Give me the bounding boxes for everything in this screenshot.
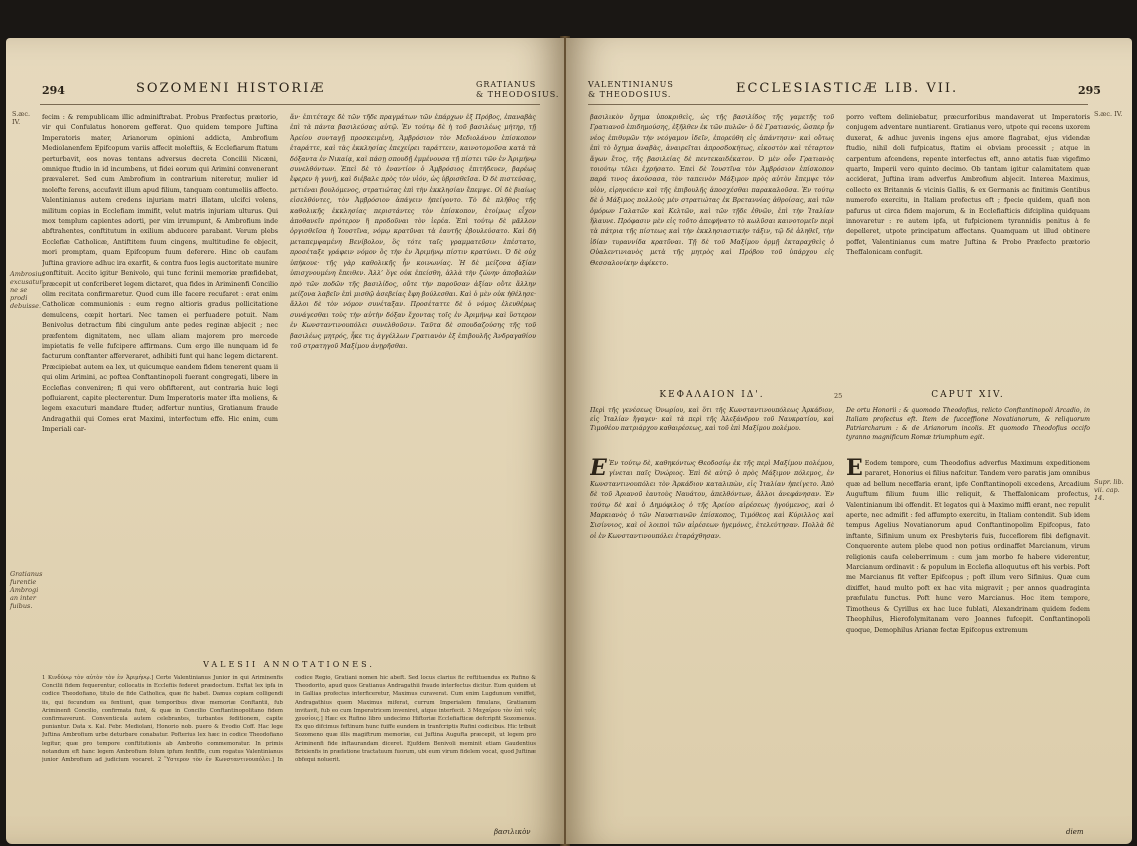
running-sub-left-1: GRATIANUS — [476, 80, 537, 89]
chapter-heading-latin: CAPUT XIV. — [931, 390, 1005, 400]
margin-note-reference: Supr. lib. vii. cap. 14. — [1094, 478, 1124, 502]
greek-column-right-2 — [590, 458, 834, 824]
greek-column-left: ἄν· ἐπιτέταχε δὲ τῶν τῆδε πραγμάτων τῶν ἐπάρχων ἐξ Πρόβος, ἐπαναβὰς ἐπὶ τὰ πάντα βασιλεύσας αὐτῷ. Ἐν τούτῳ δὲ ἡ τοῦ βασιλέως μήτηρ, τῇ Ἀρείου συνταγῇ προσκειμένη, Ἀμβρόσιον τὸν Μεδιολάνου ἐπίσκοπον ἐταράττε, καὶ τὰς ἐκκλησίας ἐπεχείρει ταράττειν, καινοτομοῦσα κατὰ τὰ δόξαντα ἐν Νικαίᾳ, καὶ πάσῃ σπουδῇ ἐμμένουσα τῇ πίστει τῶν ἐν Ἀριμήνῳ συνελθόντων. Ἐπεὶ δὲ τὸ ἐναντίον ὁ Ἀμβρόσιος ἐπιτήδευεν, βαρέως ἔφερεν ἡ γυνή, καὶ διέβαλε πρὸς τὸν υἱόν, ὡς ὑβρισθεῖσα. Ὁ δὲ πιστεύσας, μετιέναι βουλόμενος, στρατιώτας ἐπὶ τὴν ἐκκλησίαν ἔπεμψε. Οἱ δὲ βιαίως εἰσελθόντες, τὸν Ἀμβρόσιον ἀπάγειν ἠπείγοντο. Τὸ δὲ πλῆθος τῆς καθολικῆς ἐκκλησίας περιστάντες τὸν ἐπίσκοπον, ἑτοίμως εἶχον ἀποθανεῖν πρότερον ἢ προδοῦναι τὸν ἱερέα. Ἐπὶ τούτῳ δὲ μᾶλλον ὀργισθεῖσα ἡ Ἰουστῖνα, νόμῳ κρατῦναι τὰ ἑαυτῆς ἐβουλεύσατο. Καὶ δὴ μεταπεμψαμένη Βενίβολον, ὃς τότε ταῖς γραμματεῦσιν ἐπέστατο, προσέταξε γράφειν νόμον ὃς τὴν ἐν Ἀριμήνῳ πίστιν κρατύνει. Ὁ δὲ οὐχ ὑπήκουε· τῆς γὰρ καθολικῆς ἦν κοινωνίας. Ἡ δὲ μείζονα ἀξίαν ὑπισχνουμένη ἔπειθεν. Ἀλλ’ ὅγε οὐκ ἐπείσθη, ἀλλὰ τὴν ζώνην ἀποβαλὼν πρὸ τῶν ποδῶν τῆς βασιλίδος, οὔτε τὴν παροῦσαν ἀξίαν οὔτε ἄλλην μείζονα λαβεῖν ἐπὶ μισθῷ ἀσεβείας ἔφη βούλεσθαι. Καὶ ὁ μὲν οὐκ ἠθέλησε· ἄλλοι δὲ τὸν νόμον συνέταξαν. Προσέταττε δὲ ὁ νόμος ἐλευθέρως συνάγεσθαι τοὺς τὴν αὐτὴν δόξαν ἔχοντας τοῖς ἐν Ἀριμήνῳ καὶ ὕστερον ἐν Κωνσταντινουπόλει συνελθοῦσιν. Ταῦτα δὲ σπουδαζούσης τῆς τοῦ βασιλέως μητρός, ἧκε τις ἀγγέλλων Γρατιανὸν ἐξ ἐπιβουλῆς Ἀνδραγαθίου τοῦ στρατηγοῦ Μαξίμου ἀνῃρῆσθαι. — [290, 113, 536, 350]
header-rule-left — [40, 104, 540, 105]
drop-cap-latin: E — [846, 458, 863, 481]
page-number-left: 294 — [42, 84, 65, 97]
running-sub-right-2: & THEODOSIUS. — [588, 90, 672, 99]
running-title-right: ECCLESIASTICÆ LIB. VII. — [736, 81, 959, 96]
margin-note-ambrosius: Ambrosius excusatur ne se prodi debuisse. — [10, 270, 45, 310]
margin-year-left: S.æc. IV. — [12, 110, 31, 126]
latin-column-left: fecim : & rempublicam illic adminiftrabat. Probus Præfectus prætorio, vir qui Confulatus honorem gefferat. Quo quidem tempore Juftina Imperatoris mater, Arianorum opinioni addicta, Ambrofium Mediolanenfem Epifcopum variis affecit moleftiis, & Ecclefiarum ftatum perturbavit, eos novas tentans adversus decreta Concilii Nicæni, omnique ftudio in id incumbens, ut fidei eorum qui Arimini convenerant prævaleret. Sed cum Ambrofium in contrarium niteretur, mulier id molefte ferens, accufavit illum apud filium, tanquam contumeliis affecto. Valentinianus autem credens injuriam matri illatam, ulcifci volens, militum copias in Ecclefiam immifit, velut matris injuriam ulturus. Qui mox templum capientes adorti, per vim irrumpunt, & Ambrofium inde abftrahentes, conftitutum in exilium abducere parabant. Verum plebs Ecclefiæ Catholicæ, Antiftitem fuum cingens, multitudine fe objecit, mori promptam, quam Epifcopum fuum deferere. Hinc ob caufam Juftina graviore adhuc ira exarfit, & contra fuos legis auctoritate munire conftituit. Accito igitur Benivolo, qui tunc fcrinii memoriæ præfidebat, præcepit ut confcriberet legem dictaret, qua fides in Ariminenfi Concilio olim recitata confirmaretur. Quod cum ille facere recufaret : erat enim Catholicæ communionis : eum regno altioris gradus pollicitatione demulcens, cœpit hortari. Nec tamen ei perfuadere potuit. Nam Benivolus detractum fibi cingulum ante pedes reginæ abjecit ; nec præfentem dignitatem, nec ullam aliam majorem pro mercede impietatis fe velle fufcipere affirmans. Cum ergo ille nunquam id fe facturum conftanter afferveraret, adhibiti funt qui hanc legem dictarent. Præcipiebat autem ea lex, ut quicumque eandem fidem tenerent quam ii qui olim Arimini, ac poftea Conftantinopoli fuerant congregati, libere in Ecclefias conveniren; fi qui vero obfifterent, aut contraria huic legi pofluiarent, capite plecterentur. Dum Imperatoris mater ifta moliens, & legem exacuturi mandare ftuder, adfertur nuntius, Gratianum fraude Andragathii qui Comes erat Maximi, interfectum effe. Hic enim, cum Imperiali car- — [42, 113, 278, 434]
right-page — [566, 38, 1132, 844]
chapter-line-number: 25 — [834, 392, 843, 400]
notes-title: VALESII ANNOTATIONES. — [203, 660, 375, 669]
latin-column-right-1: porro veftem deliniebatur, præcurforibus mandaverat ut Imperatoris conjugem adventare nuntiarent. Gratianus vero, utpote qui recens uxorem duxerat, & adhuc juvenis ingens ejus amore flagrabat, ejus videndæ ftudio, nihil doli fufpicatus, ftatim ei obviam processit ; atque in carpentum afcendens, repente interfectus eft, anno ætatis fuæ vigefimo quarto, Imperii vero quinto decimo. Ob tantam igitur calamitatem quæ acciderat, Juftina iram adverfus Ambrofium abjecit. Interea Maximus, collecto ex Britannis & vicinis Gallis, & ex Germanis ac finitimis Gentibus numerofo exercitu, in Italiam profectus eft ; fpecie quidem, quafi non pafurus ut circa fidem majorum, & in Ecclefiafticis difciplina quidquam innovaretur : re autem ipfa, ut fufpicionem tyrannidis penitus à fe depelleret, utpote principatum affectans. Quamquam ut illud obtinere poffet, Valentinianus cum matre Juftina & Probo Præfecto prætorio Theffalonicam confugit. — [846, 113, 1090, 257]
catchword-left: βασιλικὸν — [494, 828, 531, 836]
greek-column-right-1: βασιλικὸν ὄχημα ὑποκριθεὶς, ὡς τῆς βασιλίδος τῆς γαμετῆς τοῦ Γρατιανοῦ ἐπιδημούσης, ἐξῆλθεν ἐκ τῶν πυλῶν· ὁ δὲ Γρατιανός, ὥσπερ ἦν νέος ἐπιθυμῶν τὴν νεόγαμον ἰδεῖν, ἐπορεύθη εἰς ἀπάντησιν· καὶ οὕτως ἐπὶ τὸ ὄχημα ἀναβὰς, ἀναιρεῖται ἀπροσδοκήτως, εἰκοστὸν καὶ τέταρτον ἄγων ἔτος, τῆς βασιλείας δὲ πεντεκαιδέκατον. Ὁ μὲν οὖν Γρατιανὸς τοιούτῳ τέλει ἐχρήσατο. Ἐπεὶ δὲ Ἰουστῖνα τὸν Ἀμβρόσιον ἐπίσκοπον παρά τινος ἀκούσασα, τὸν ταπεινὸν Μάξιμον πρὸς αὐτὸν ἔπεμψε τὸν υἱὸν, εἰρηνεύειν καὶ τῆς ἐπιβουλῆς ἀποσχέσθαι παρακαλοῦσα. Ἐν τούτῳ δὲ ὁ Μάξιμος πολλοὺς μὲν στρατιώτας ἐκ Βρεταννίας ἀθροίσας, καὶ τῶν ὁμόρων Γαλατῶν καὶ Κελτῶν, καὶ τῶν τῇδε ἐθνῶν, ἐπὶ τὴν Ἰταλίαν ἤλαυνε. Πρόφασιν μὲν εἰς τοῦτο ἀπεφήνατο τὸ κωλῦσαι καινοτομεῖν περὶ τὰ πάτρια τῆς πίστεως καὶ τὴν ἐκκλησιαστικὴν τάξιν, τῷ δὲ ἀληθεῖ, τὴν ἰδίαν τυραννίδα κρατῦναι. Τῇ δὲ τοῦ Μαξίμου ὁρμῇ ἐκταραχθεὶς ὁ Οὐαλεντινιανὸς μετὰ τῆς μητρὸς καὶ Πρόβου τοῦ ὑπάρχου εἰς Θεσσαλονίκην ἀφίκετο. — [590, 113, 834, 267]
latin-column-right-2 — [846, 458, 1090, 824]
annotations-left: 1 Κινδύνῳ τὸν αὐτὸν τὸν ἐν Ἀριμήνῳ.] Certe Valentinianus Junior in qui Ariminenfis Concilii fidem fequerentur, collocatis in Ecclefiis federet prædoctum. Exftat lex ipfa in codice Theodofiano, titulo de fide Catholica, quæ fic habet. Damus copiam colligendi iis, qui fecundum ea fentiunt, quæ temporibus divæ memoriæ Conftantii, fub Ariminenfi Concilio, confirmata funt, & quæ in Concilio Conftantinopolitano fidem confirmaverunt. Conventicula autem celebrantes, turbantes feditionem, capite puniantur. Data x. Kal. Febr. Mediolani, Honorio nob. puero & Evodio Coff. Hac lege Juftina Ambrofium urbe deturbare conabatur. Pofterius lex hæc in codice Theodofiano legitur, quæ pro tempore conftitutionis ab Ambrofio commemoratur. In primis notandum eft hanc legem Ambrofium folum ipfum fenfiffe, cum rogatus Valentinianus junior Ambrofium ad judicium vocaret. 2 Ὕστερον τὸν ἐν Κωνσταντινουπόλει.] In codice Regio, Gratiani nomen hic abeft. Sed locus clarius fic reftituendus ex Rufino & Theodorito, apud quos Gratianus Andragathii fraude interfectus dicitur. Eum quidem ut in Gallias profectus interficeretur, Maximus curaverat. Cum enim Lugdunum veniffet, Andragathius quem Maximus miferat, currum Imperialem fimulans, Gratianum invitavit, fub eo cum Imperatricem inveniret, atque interfecit. 3 Μαχαίρου τὸν ἐπὶ τοῖς χρυσίοις.] Hæc ex Rufino libro undecimo Hiftoriæ Ecclefiafticæ defcripfit Sozomenus. Ex quo difcimus feftinum hunc fuiffe eundem in tranfcriptis Rufini codicibus. Hic tribuit Sozomeno quæ illis magiftrum memoriæ, cui Juftina Augufta præcepit, ut legem pro Ariminenfi fide inftaurandam diceret. Ejufdem Benivoli meminit etiam Gaudentius Brixienfis in præfatione tractatuum fuorum, ubi eum virum fidelem vocat, quod Juftinæ obfequi noluerit. — [42, 675, 536, 764]
header-rule-right — [588, 104, 1088, 105]
margin-year-right: S.æc. IV. — [1094, 110, 1123, 118]
chapter-summary-latin: De ortu Honorii : & quomodo Theodofius, relicto Conftantinopoli Arcadio, in Italiam profectus eft. Item de fucceffione Novatianorum, & reliquorum Patriarcharum : & de Arianorum incolis. Et quomodo Theodofius occifo tyranno magnificum Romæ triumphum egit. — [846, 407, 1090, 441]
running-title-left: SOZOMENI HISTORIÆ — [136, 81, 326, 96]
running-sub-left-2: & THEODOSIUS. — [476, 90, 560, 99]
margin-note-gratianus: Gratianus furentie Ambrogi an inter fuibus. — [10, 570, 43, 610]
left-page — [6, 38, 564, 844]
greek-text-right-2: Ἐν τούτῳ δὲ, καθηκόντως Θεοδοσίῳ ἐκ τῆς περὶ Μαξίμου πολέμου, γίνεται παῖς Ὁνώριος. Ἐπὶ δὲ αὐτῷ ὁ πρὸς Μάξιμον πόλεμος, ἐν Κωνσταντινουπόλει τὸν Ἀρκάδιον καταλιπὼν, εἰς Ἰταλίαν ἠπείγετο. Ἀπὸ δὲ τοῦ Ἀριανοῦ ἑαυτοὺς Ναυάτου, ἀπελθόντων, ἄλλοι ἀνεφάνησαν. Ἐν τούτῳ δὲ καὶ ὁ Δημόφιλος ὁ τῆς Ἀρείου αἱρέσεως ἡγούμενος, καὶ ὁ Μαρκιανὸς ὁ τῶν Ναυατιανῶν ἐπίσκοπος, Τιμόθεος καὶ Κύριλλος καὶ Σισίννιος, καὶ οἱ λοιποὶ τῶν αἱρέσεων ἡγεμόνες, ἐτελεύτησαν. Πολλὰ δὲ οἱ ἐν Κωνσταντινουπόλει ἐταράχθησαν. — [590, 459, 834, 540]
chapter-summary-greek: Περὶ τῆς γενέσεως Ὁνωρίου, καὶ ὅτι τῆς Κωνσταντινουπόλεως Ἀρκάδιον, εἰς Ἰταλίαν ἤγαγεν· καὶ τὰ περὶ τῆς Ἀλεξάνδρου τοῦ Ναυκρατίου, καὶ Τιμοθέου πατριάρχου καθαιρέσεως, καὶ τοῦ ἐπὶ Μαξίμου πολέμου. — [590, 407, 834, 432]
drop-cap-greek: Ε — [590, 458, 607, 481]
running-sub-right-1: VALENTINIANUS — [588, 80, 674, 89]
catchword-right: diem — [1066, 828, 1084, 836]
chapter-heading-greek: ΚΕΦΑΛΑΙΟΝ ΙΔ'. — [659, 390, 765, 400]
latin-text-right-2: Eodem tempore, cum Theodofius adverfus Maximum expeditionem pararet, Honorius ei filius nafcitur. Tandem vero paratis jam omnibus quæ ad bellum neceffaria erant, ipfe Conftantinopoli excedens, Arcadium Auguftum filium fuum illic reliquit, & Theffalonicam profectus, Valentinianum ibi offendit. Et legatos qui à Maximo miffi erant, nec repulit aperte, nec admifit : fed affumpto exercitu, in Italiam contendit. Sub idem tempus Agelius Novatianorum apud Conftantinopolim Epifcopus, fato inftante, Sifinium unum ex Presbyteris fuis, fucceflorem fibi defignavit. Conquerente autem plebe quod non potius ordinaffet Marcianum, virum religionis caufa celeberrimum : cum jam morbo fe habere viderentur, Marcianum ordinavit : & populum in Ecclefia alloquutus eft his verbis. Poft me Marcianus fit vefter Epifcopus ; poft illum vero Sifinius. Quæ cum dixiffet, haud multo poft ex hac vita migravit ; per annos quadraginta præfulatu functus. Poft hunc vero Marcianus. Hoc item tempore, Timotheus & Cyrillus ex hac luce fublati, Alexandrinam quidem fedem Theophilus, Hierofolymitanam vero Joannes fufcepit. Conftantinopoli quoque, Demophilus Arianæ fectæ Epifcopus extremum — [846, 459, 1090, 634]
page-number-right: 295 — [1078, 84, 1101, 97]
